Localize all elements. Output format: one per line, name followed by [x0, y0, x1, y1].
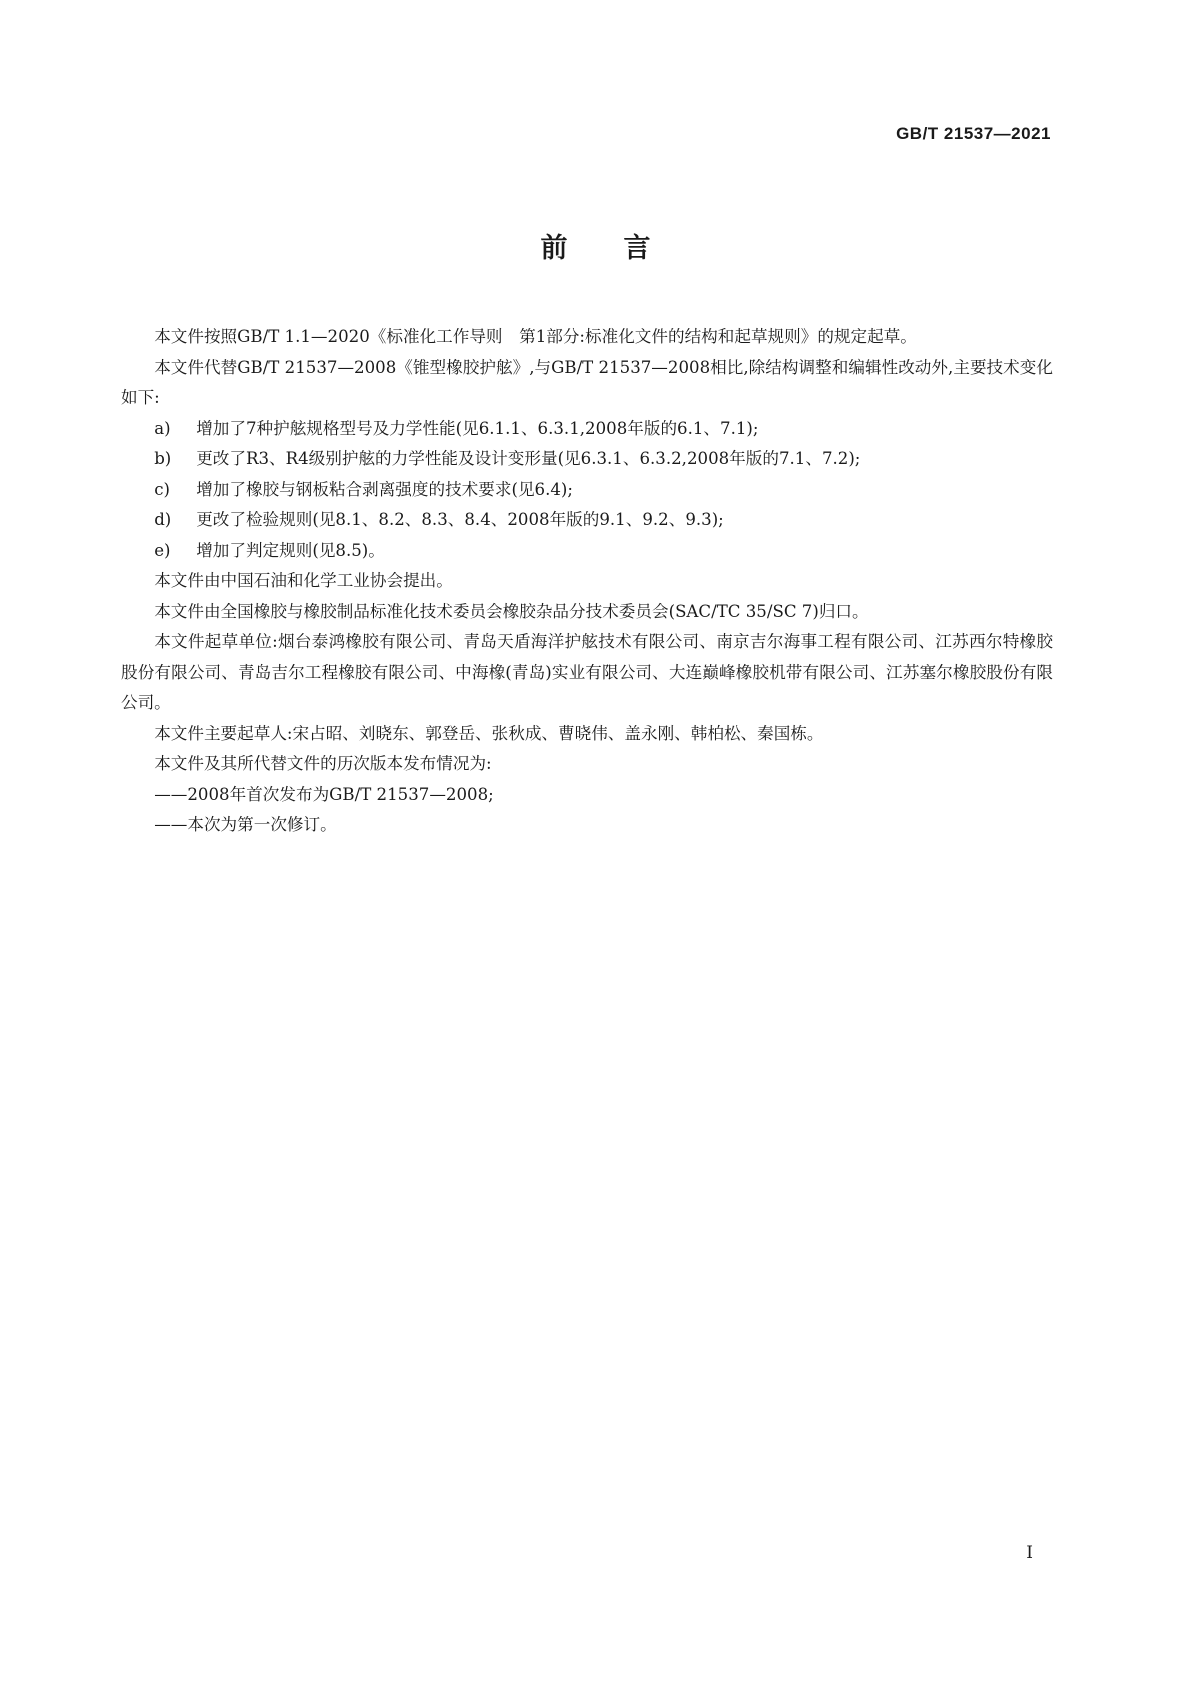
- page-number: I: [1026, 1543, 1033, 1563]
- paragraph-history-intro: 本文件及其所代替文件的历次版本发布情况为:: [154, 754, 492, 773]
- change-item: [121, 536, 1053, 567]
- change-item-label: e): [154, 540, 171, 560]
- change-item: [121, 475, 1053, 506]
- change-item-text: 增加了7种护舷规格型号及力学性能(见6.1.1、6.3.1,2008年版的6.1、7.1);: [196, 418, 759, 438]
- change-item: [121, 505, 1053, 536]
- change-item: [121, 444, 1053, 475]
- foreword-body: [121, 322, 1053, 841]
- standard-code: GB/T 21537—2021: [896, 124, 1051, 143]
- change-item-text: 更改了R3、R4级别护舷的力学性能及设计变形量(见6.3.1、6.3.2,2008年版的7.1、7.2);: [196, 449, 861, 468]
- change-item-label: a): [154, 418, 171, 438]
- paragraph-committee: 本文件由全国橡胶与橡胶制品标准化技术委员会橡胶杂品分技术委员会(SAC/TC 35/SC 7)归口。: [154, 601, 869, 621]
- paragraph-drafting-rules: 本文件按照GB/T 1.1—2020《标准化工作导则 第1部分:标准化文件的结构和起草规则》的规定起草。: [154, 327, 917, 346]
- history-item: ——本次为第一次修订。: [154, 815, 337, 834]
- paragraph-drafting-units: 本文件起草单位:烟台泰鸿橡胶有限公司、青岛天盾海洋护舷技术有限公司、南京吉尔海事工程有限公司、江苏西尔特橡胶股份有限公司、青岛吉尔工程橡胶有限公司、中海橡(青岛)实业有限公司、大连巅峰橡胶机带有限公司、江苏塞尔橡胶股份有限公司。: [121, 632, 1053, 712]
- paragraph-replacement: 本文件代替GB/T 21537—2008《锥型橡胶护舷》,与GB/T 21537—2008相比,除结构调整和编辑性改动外,主要技术变化如下:: [121, 357, 1053, 407]
- change-item-label: b): [154, 449, 172, 468]
- change-item-text: 增加了橡胶与钢板粘合剥离强度的技术要求(见6.4);: [196, 479, 573, 499]
- page-title: 前言: [540, 233, 707, 264]
- change-item-text: 更改了检验规则(见8.1、8.2、8.3、8.4、2008年版的9.1、9.2、9.3);: [196, 510, 724, 529]
- history-item: ——2008年首次发布为GB/T 21537—2008;: [154, 784, 494, 804]
- change-item-label: c): [154, 479, 170, 499]
- change-item: [121, 414, 1053, 445]
- change-item-label: d): [154, 510, 172, 529]
- paragraph-drafters: 本文件主要起草人:宋占昭、刘晓东、郭登岳、张秋成、曹晓伟、盖永刚、韩柏松、秦国栋。: [154, 723, 824, 743]
- change-item-text: 增加了判定规则(见8.5)。: [196, 540, 385, 560]
- paragraph-proposer: 本文件由中国石油和化学工业协会提出。: [154, 571, 453, 590]
